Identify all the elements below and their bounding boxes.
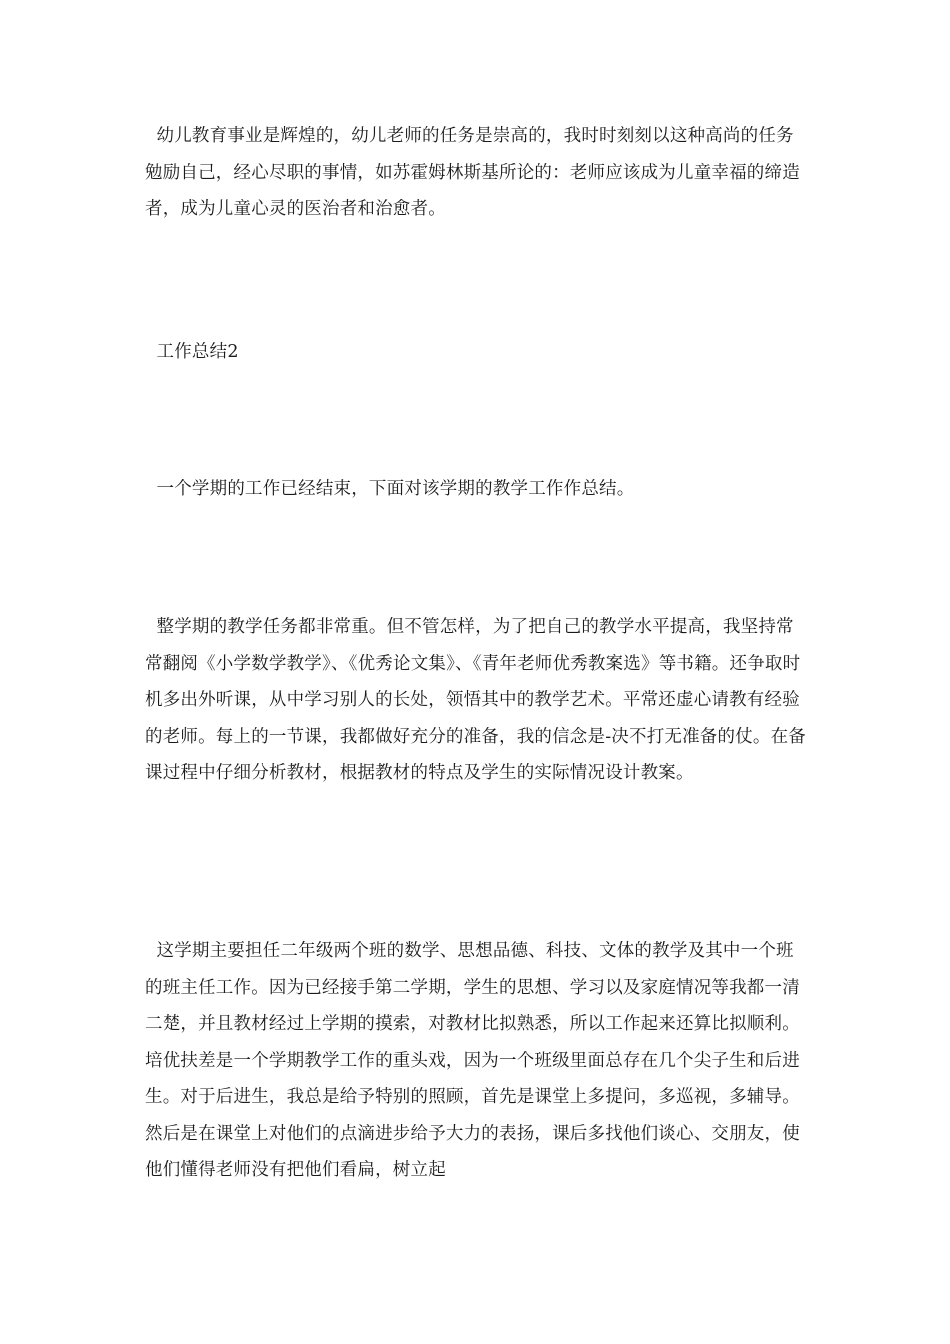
section-heading: 工作总结2 xyxy=(145,342,239,362)
paragraph-intro: 幼儿教育事业是辉煌的，幼儿老师的任务是崇高的，我时时刻刻以这种高尚的任务勉励自己，经心尽职的事情，如苏霍姆林斯基所论的：老师应该成为儿童幸福的缔造者，成为儿童心灵的医治者和治愈者。 xyxy=(145,126,800,219)
paragraph-class-work: 这学期主要担任二年级两个班的数学、思想品德、科技、文体的教学及其中一个班的班主任工作。因为已经接手第二学期，学生的思想、学习以及家庭情况等我都一清二楚，并且教材经过上学期的摸索，对教材比拟熟悉，所以工作起来还算比拟顺利。培优扶差是一个学期教学工作的重头戏，因为一个班级里面总存在几个尖子生和后进生。对于后进生，我总是给予特别的照顾，首先是课堂上多提问，多巡视，多辅导。然后是在课堂上对他们的点滴进步给予大力的表扬，课后多找他们谈心、交朋友，使他们懂得老师没有把他们看扁，树立起 xyxy=(145,941,800,1180)
paragraph-summary-lead: 一个学期的工作已经结束，下面对该学期的教学工作作总结。 xyxy=(145,479,635,499)
paragraph-teaching-preparation: 整学期的教学任务都非常重。但不管怎样，为了把自己的教学水平提高，我坚持常常翻阅《小学数学教学》、《优秀论文集》、《青年老师优秀教案选》等书籍。还争取时机多出外听课，从中学习别人的长处，领悟其中的教学艺术。平常还虚心请教有经验的老师。每上的一节课，我都做好充分的准备，我的信念是-决不打无准备的仗。在备课过程中仔细分析教材，根据教材的特点及学生的实际情况设计教案。 xyxy=(145,617,807,783)
